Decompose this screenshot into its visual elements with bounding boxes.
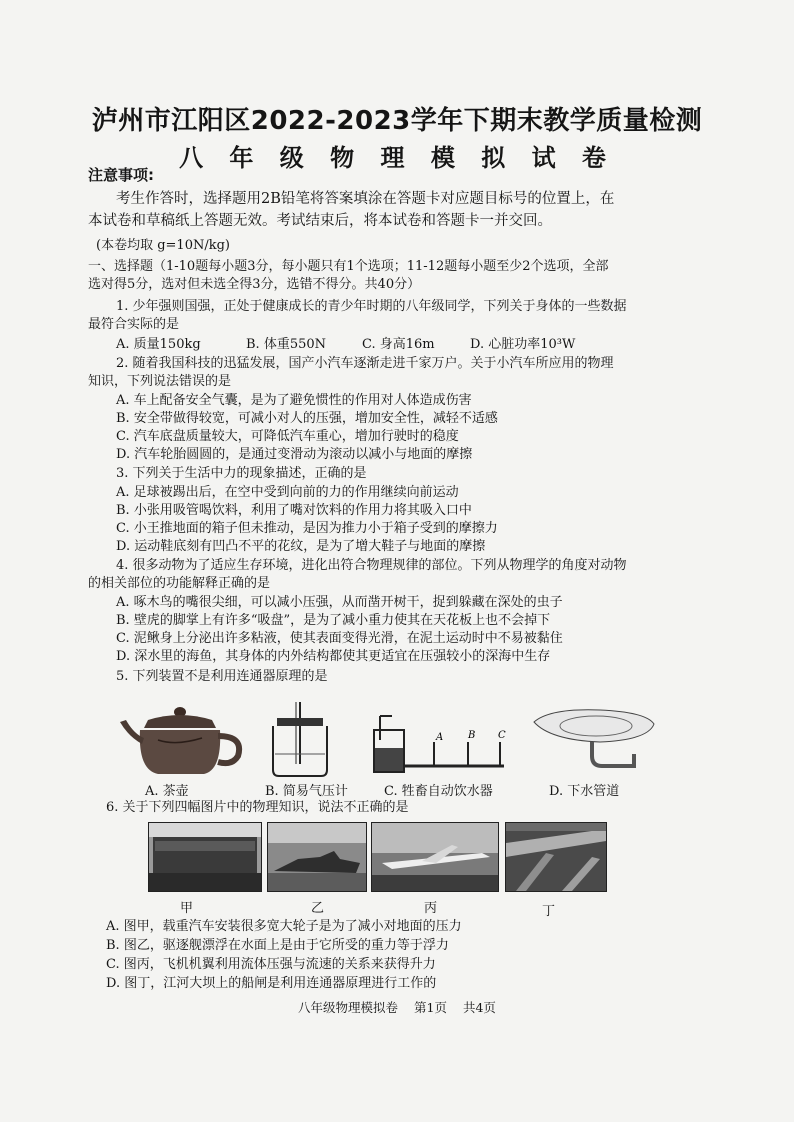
q5-option-b: B. 简易气压计	[265, 784, 348, 799]
q4-option-a: A. 啄木鸟的嘴很尖细，可以减小压强，从而凿开树干，捉到躲藏在深处的虫子	[116, 595, 563, 610]
q6-stem: 6. 关于下列四幅图片中的物理知识，说法不正确的是	[106, 800, 409, 815]
valve-label-c: C	[498, 730, 506, 741]
footer-page-number: 第1页	[414, 1000, 447, 1015]
page-title: 泸州市江阳区2022-2023学年下期末教学质量检测	[91, 106, 703, 136]
section1-line-2: 选对得5分，选对但未选全得3分，选错不得分。共40分）	[88, 277, 421, 292]
valve-label-a: A	[436, 732, 444, 743]
q2-option-a: A. 车上配备安全气囊，是为了避免惯性的作用对人体造成伤害	[116, 393, 472, 408]
q3-stem: 3. 下列关于生活中力的现象描述，正确的是	[116, 466, 367, 481]
q4-stem-1: 4. 很多动物为了适应生存环境，进化出符合物理规律的部位。下列从物理学的角度对动物	[116, 558, 627, 573]
label-ding: 丁	[542, 904, 556, 919]
q5-option-d: D. 下水管道	[549, 784, 620, 799]
q5-stem: 5. 下列装置不是利用连通器原理的是	[116, 669, 328, 684]
q3-option-d: D. 运动鞋底刻有凹凸不平的花纹，是为了增大鞋子与地面的摩擦	[116, 539, 486, 554]
q2-option-b: B. 安全带做得较宽，可减小对人的压强，增加安全性，减轻不适感	[116, 411, 498, 426]
drainpipe-figure	[530, 704, 660, 776]
q5-option-c: C. 牲畜自动饮水器	[384, 784, 493, 799]
q2-stem-1: 2. 随着我国科技的迅猛发展，国产小汽车逐渐走进千家万户。关于小汽车所应用的物理	[116, 356, 614, 371]
q4-stem-2: 的相关部位的功能解释正确的是	[88, 576, 271, 591]
q6-option-b: B. 图乙，驱逐舰漂浮在水面上是由于它所受的重力等于浮力	[106, 938, 449, 953]
notice-line-1: 考生作答时，选择题用2B铅笔将答案填涂在答题卡对应题目标号的位置上，在	[116, 191, 615, 207]
notice-line-2: 本试卷和草稿纸上答题无效。考试结束后，将本试卷和答题卡一并交回。	[88, 213, 552, 229]
q3-option-c: C. 小王推地面的箱子但未推动，是因为推力小于箱子受到的摩擦力	[116, 521, 498, 536]
q1-option-a: A. 质量150kg	[116, 337, 201, 352]
page-footer	[0, 998, 794, 1016]
notice-heading: 注意事项:	[88, 166, 154, 184]
q2-stem-2: 知识，下列说法错误的是	[88, 374, 232, 389]
q3-option-a: A. 足球被踢出后，在空中受到向前的力的作用继续向前运动	[116, 485, 459, 500]
label-jia: 甲	[180, 901, 194, 916]
q2-option-d: D. 汽车轮胎圆圆的，是通过变滑动为滚动以减小与地面的摩擦	[116, 447, 473, 462]
valve-label-b: B	[468, 730, 476, 741]
q6-option-d: D. 图丁，江河大坝上的船闸是利用连通器原理进行工作的	[106, 976, 437, 991]
label-yi: 乙	[311, 901, 325, 916]
q1-stem-1: 1. 少年强则国强，正处于健康成长的青少年时期的八年级同学，下列关于身体的一些数据	[116, 299, 627, 314]
barometer-figure	[265, 700, 335, 780]
q4-option-d: D. 深水里的海鱼，其身体的内外结构都使其更适宜在压强较小的深海中生存	[116, 649, 551, 664]
photo-jia-truck	[148, 822, 262, 892]
q2-option-c: C. 汽车底盘质量较大，可降低汽车重心，增加行驶时的稳度	[116, 429, 459, 444]
q6-option-a: A. 图甲，载重汽车安装很多宽大轮子是为了减小对地面的压力	[106, 919, 462, 934]
q1-option-d: D. 心脏功率10³W	[470, 337, 576, 352]
photo-yi-destroyer	[267, 822, 367, 892]
teapot-figure	[118, 700, 246, 778]
q6-option-c: C. 图丙，飞机机翼利用流体压强与流速的关系来获得升力	[106, 957, 436, 972]
section1-line-1: 一、选择题（1-10题每小题3分，每小题只有1个选项；11-12题每小题至少2个选项，全部	[88, 259, 609, 274]
q5-option-a: A. 茶壶	[145, 784, 189, 799]
photo-bing-airplane	[371, 822, 499, 892]
q4-option-c: C. 泥鳅身上分泌出许多粘液，使其表面变得光滑，在泥土运动时中不易被黏住	[116, 631, 563, 646]
photo-ding-shiplock	[505, 822, 607, 892]
q3-option-b: B. 小张用吸管喝饮料，利用了嘴对饮料的作用力将其吸入口中	[116, 503, 472, 518]
gravity-note: (本卷均取 g=10N/kg)	[96, 238, 230, 253]
waterer-figure	[372, 712, 514, 778]
q1-option-c: C. 身高16m	[362, 337, 435, 352]
footer-paper-name: 八年级物理模拟卷	[298, 1000, 399, 1015]
page-subtitle: 八 年 级 物 理 模 拟 试 卷	[179, 144, 615, 172]
q1-option-b: B. 体重550N	[246, 337, 327, 352]
q4-option-b: B. 壁虎的脚掌上有许多“吸盘”，是为了减小重力使其在天花板上也不会掉下	[116, 613, 551, 628]
footer-total-pages: 共4页	[462, 1000, 496, 1015]
q1-stem-2: 最符合实际的是	[88, 317, 180, 332]
label-bing: 丙	[424, 901, 438, 916]
